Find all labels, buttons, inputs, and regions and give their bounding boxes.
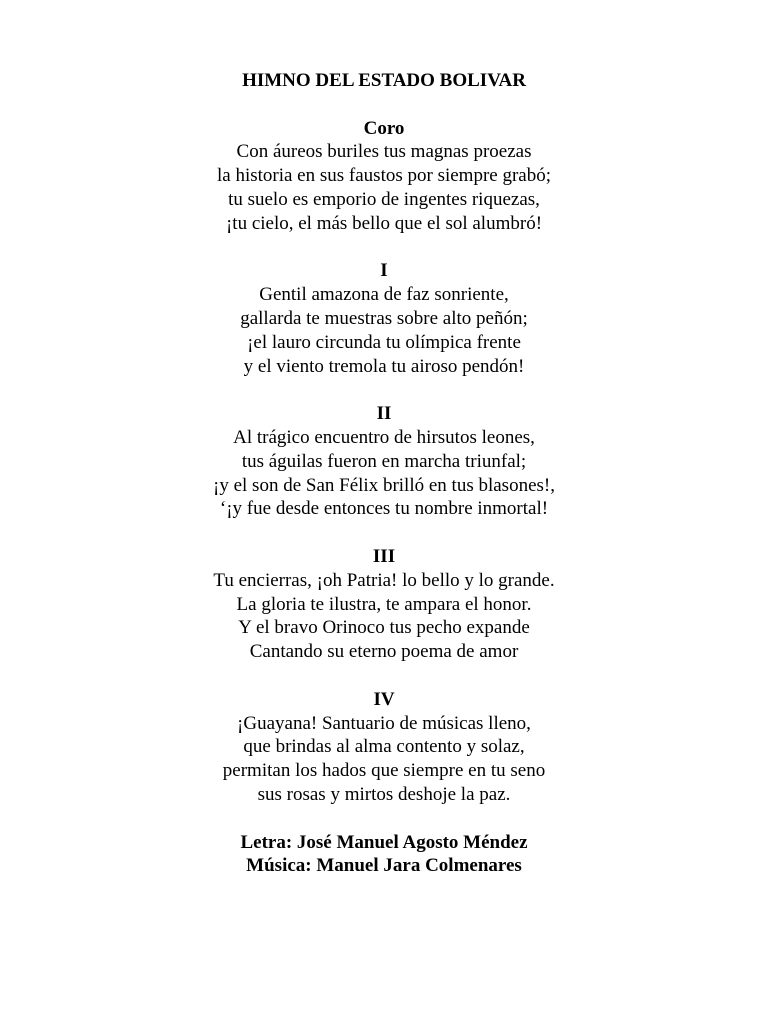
verse-line: Y el bravo Orinoco tus pecho expande — [238, 617, 530, 639]
verse-line: Al trágico encuentro de hirsutos leones, — [233, 426, 535, 448]
verse-line: Tu encierras, ¡oh Patria! lo bello y lo grande. — [213, 569, 555, 591]
verse-line: permitan los hados que siempre en tu seno — [222, 760, 546, 782]
stanza-heading: I — [380, 260, 388, 282]
verse-line: ¡el lauro circunda tu olímpica frente — [247, 331, 521, 353]
hymn-title: HIMNO DEL ESTADO BOLIVAR — [242, 70, 526, 91]
hymn-text — [0, 69, 768, 878]
verse-line: ¡y el son de San Félix brilló en tus blasones!, — [213, 474, 555, 496]
verse-line: Gentil amazona de faz sonriente, — [259, 284, 509, 306]
stanza-iii — [0, 545, 768, 664]
verse-line: sus rosas y mirtos deshoje la paz. — [257, 783, 511, 805]
verse-line: ¡Guayana! Santuario de músicas lleno, — [237, 712, 531, 734]
credits — [0, 831, 768, 879]
stanza-heading: III — [372, 545, 396, 567]
stanza-heading: IV — [373, 688, 395, 710]
stanza-ii — [0, 402, 768, 521]
stanza-heading: Coro — [363, 117, 405, 139]
verse-line: y el viento tremola tu airoso pendón! — [243, 355, 525, 377]
stanza-heading: II — [376, 403, 392, 425]
verse-line: ¡tu cielo, el más bello que el sol alumbró! — [225, 212, 543, 234]
verse-line: gallarda te muestras sobre alto peñón; — [240, 307, 528, 329]
verse-line: ‘¡y fue desde entonces tu nombre inmortal! — [219, 498, 549, 520]
verse-line: La gloria te ilustra, te ampara el honor. — [236, 593, 532, 615]
stanza-i — [0, 259, 768, 378]
stanza-iv — [0, 688, 768, 807]
verse-line: la historia en sus faustos por siempre grabó; — [216, 165, 551, 187]
stanza-coro — [0, 117, 768, 236]
verse-line: que brindas al alma contento y solaz, — [243, 736, 525, 758]
music-credit: Música: Manuel Jara Colmenares — [246, 855, 522, 877]
verse-line: Con áureos buriles tus magnas proezas — [236, 141, 532, 163]
verse-line: tu suelo es emporio de ingentes riquezas, — [228, 188, 540, 210]
lyrics-credit: Letra: José Manuel Agosto Méndez — [240, 831, 528, 853]
verse-line: Cantando su eterno poema de amor — [249, 641, 519, 663]
verse-line: tus águilas fueron en marcha triunfal; — [241, 450, 527, 472]
